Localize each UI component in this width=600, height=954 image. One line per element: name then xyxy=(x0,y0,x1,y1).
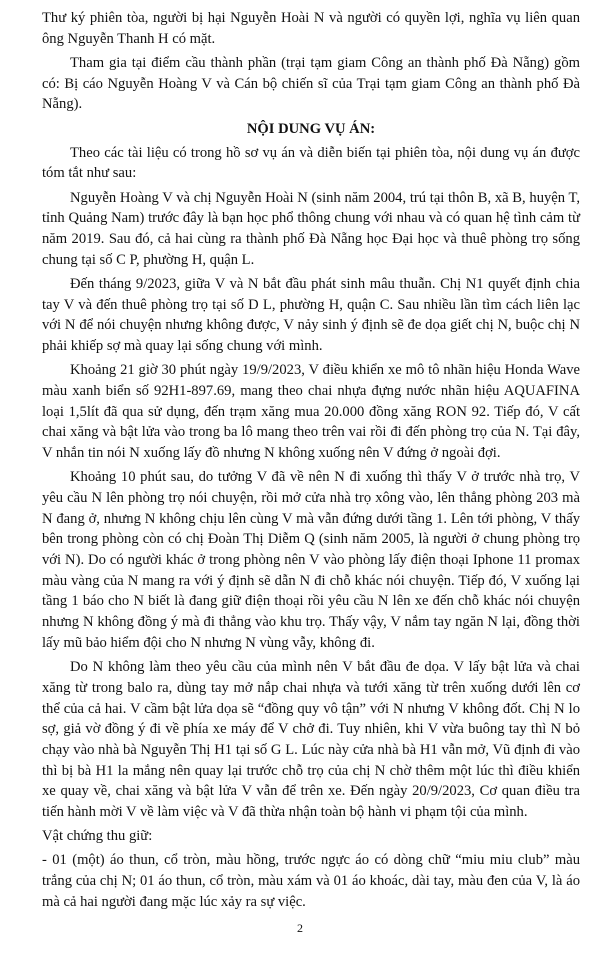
body-paragraph-6: Do N không làm theo yêu cầu của mình nên V bắt đầu đe dọa. V lấy bật lửa và chai xăng từ trong balo ra, dùng tay mở nắp chai nhựa và tưới xăng từ trên xuống dưới lên cơ thể của cả hai. V cầm bật lửa dọa sẽ “đồng quy vô tận” với N nhưng V không đốt. Chị N lo sợ, giả vờ đồng ý đi về phía xe máy để V chở đi. Tuy nhiên, khi V vừa buông tay thì N bỏ chạy vào nhà bà Nguyễn Thị H1 tại số G L. Lúc này cửa nhà bà H1 vẫn mở, Vũ định đi vào thì bị bà H1 la mắng nên quay lại trước chỗ trọ của chị N chờ thêm một lúc thì điều khiển xe quay về, chai xăng và bật lửa V vẫn để trên xe. Đến ngày 20/9/2023, Cơ quan điều tra tiến hành mời V về làm việc và V đã thừa nhận toàn bộ hành vi phạm tội của mình. xyxy=(42,659,580,821)
intro-paragraph-2: Tham gia tại điểm cầu thành phần (trại tạm giam Công an thành phố Đà Nẵng) gồm có: Bị cáo Nguyễn Hoàng V và Cán bộ chiến sĩ của Trại tạm giam Công an thành phố Đà Nẵng). xyxy=(42,54,580,113)
body-paragraph-5: Khoảng 10 phút sau, do tưởng V đã về nên N đi xuống thì thấy V ở trước nhà trọ, V yêu cầu N lên phòng trọ nói chuyện, rồi mở cửa nhà trọ xông vào, lên thẳng phòng 203 mà N đang ở, nhưng N không chịu lên cùng V mà vẫn đứng dưới tầng 1. Lên tới phòng, V thấy bên trong phòng còn có chị Đoàn Thị Diễm Q (sinh năm 2005, là người ở chung phòng trọ với N). Do có người khác ở trong phòng nên V vào phòng lấy điện thoại Iphone 11 promax màu vàng của N mang ra với ý định sẽ dẫn N đi chỗ khác nói chuyện. Tiếp đó, V xuống lại tầng 1 báo cho N biết là đang giữ điện thoại rồi yêu cầu N lên xe đến chỗ khác nói chuyện nhưng N không đồng ý mà đi thẳng vào khu trọ. Thấy vậy, V nắm tay ngăn N lại, đồng thời lấy mũ bảo hiểm đội cho N nhưng N vùng vẫy, không đi. xyxy=(42,469,580,651)
evidence-heading: Vật chứng thu giữ: xyxy=(42,828,153,845)
body-paragraph-1: Theo các tài liệu có trong hồ sơ vụ án và diễn biến tại phiên tòa, nội dung vụ án được tóm tắt như sau: xyxy=(42,144,580,182)
page-number: 2 xyxy=(297,921,303,935)
section-title: NỘI DUNG VỤ ÁN: xyxy=(246,121,376,138)
body-paragraph-2: Nguyễn Hoàng V và chị Nguyễn Hoài N (sinh năm 2004, trú tại thôn B, xã B, huyện T, tỉnh Quảng Nam) trước đây là bạn học phổ thông chung với nhau và có quan hệ tình cảm từ năm 2019. Sau đó, cả hai cùng ra thành phố Đà Nẵng học Đại học và thuê phòng trọ sống chung tại số C P, phường H, quận L. xyxy=(42,189,580,268)
body-paragraph-4: Khoảng 21 giờ 30 phút ngày 19/9/2023, V điều khiển xe mô tô nhãn hiệu Honda Wave màu xanh biển số 92H1-897.69, mang theo chai nhựa đựng nước nhãn hiệu AQUAFINA loại 1,5lít đã qua sử dụng, đến trạm xăng mua 20.000 đồng xăng RON 92. Tiếp đó, V cất chai xăng và bật lửa vào trong ba lô mang theo trên vai rồi đi đến phòng trọ của N. Tại đây, V nhắn tin nói N xuống lấy đồ nhưng N không xuống nên V đứng ở ngoài đợi. xyxy=(42,362,580,462)
body-paragraph-3: Đến tháng 9/2023, giữa V và N bắt đầu phát sinh mâu thuẫn. Chị N1 quyết định chia tay V và đến thuê phòng trọ tại số D L, phường H, quận C. Sau nhiều lần tìm cách liên lạc với N để nói chuyện nhưng không được, V nảy sinh ý định sẽ đe dọa giết chị N, buộc chị N phải khiếp sợ mà quay lại sống chung với mình. xyxy=(42,275,580,355)
evidence-item: - 01 (một) áo thun, cổ tròn, màu hồng, trước ngực áo có dòng chữ “miu miu club” màu trắng của chị N; 01 áo thun, cổ tròn, màu xám và 01 áo khoác, dài tay, màu đen của V, là áo mà cả hai người đang mặc lúc xảy ra sự việc. xyxy=(42,852,580,910)
intro-paragraph-1: Thư ký phiên tòa, người bị hại Nguyễn Hoài N và người có quyền lợi, nghĩa vụ liên quan ông Nguyễn Thanh H có mặt. xyxy=(42,10,580,47)
